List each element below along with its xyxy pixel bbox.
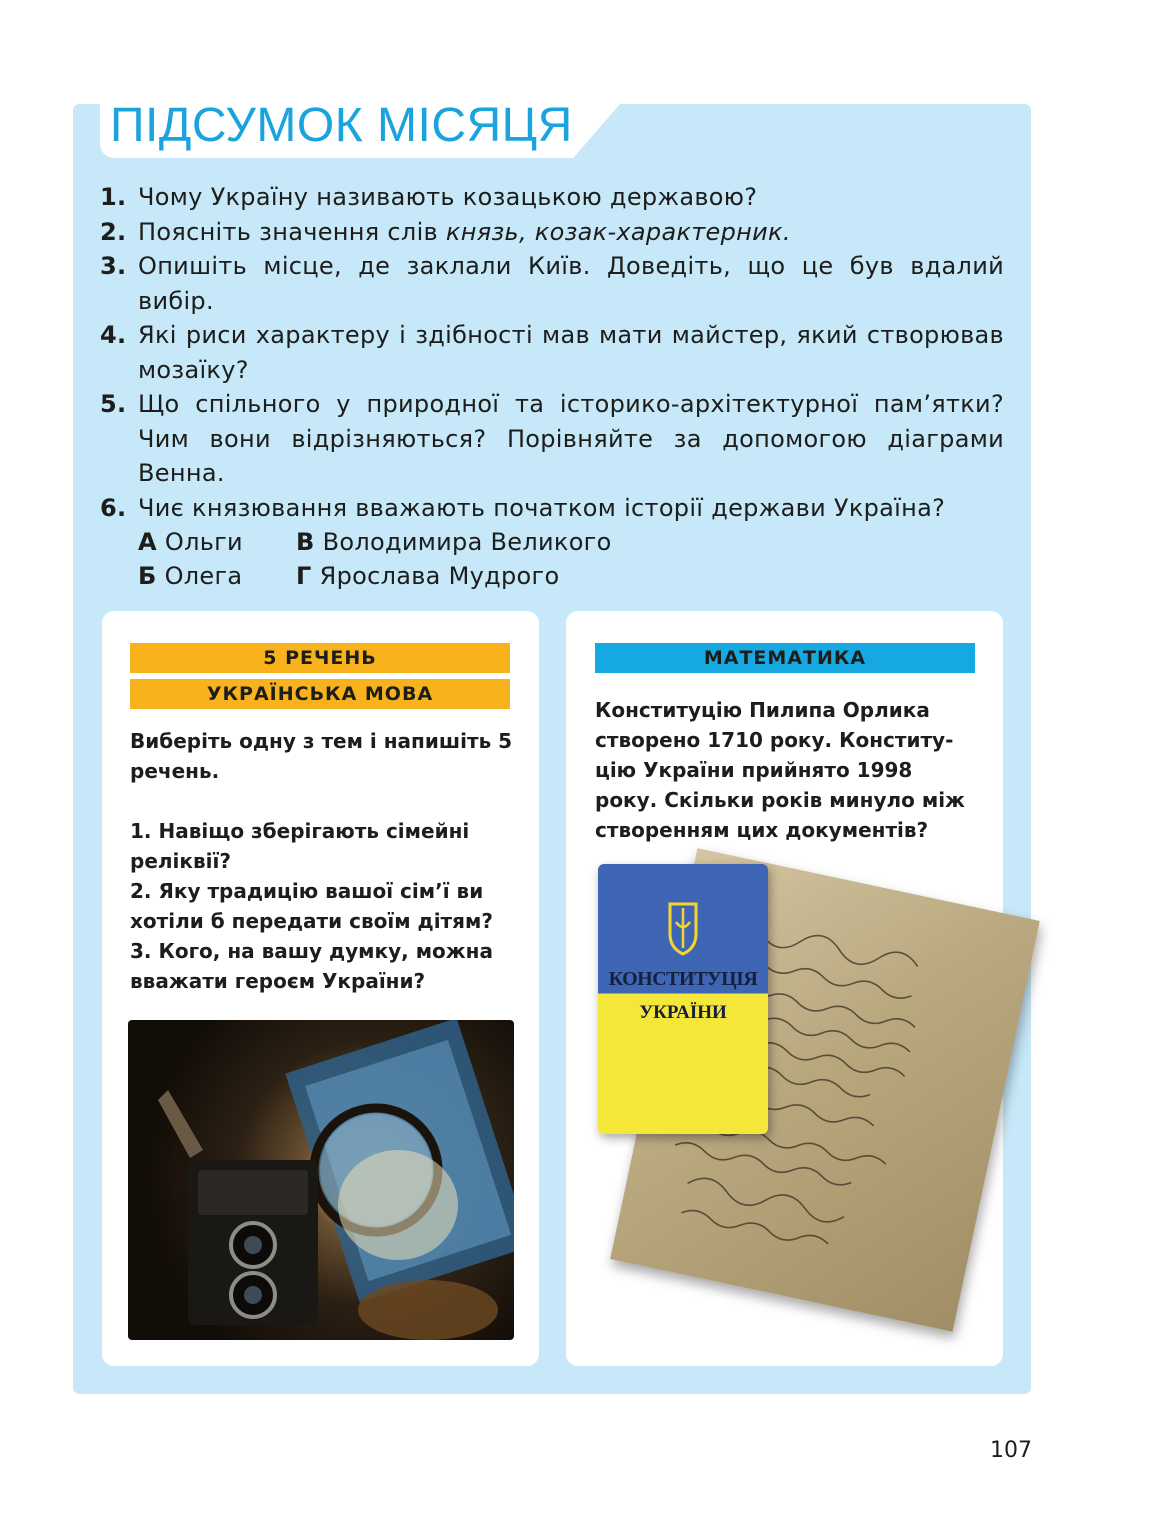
question-text: Що спільного у природної та історико-архітектурної пам’ятки? Чим вони відрізняються? Порівняйте за допомогою діаграми Венна. bbox=[138, 390, 1004, 487]
topic-number: 2. bbox=[130, 879, 152, 903]
page-number: 107 bbox=[990, 1438, 1032, 1463]
questions-list bbox=[100, 180, 1004, 594]
question-6 bbox=[100, 491, 1004, 526]
trident-icon bbox=[598, 864, 768, 1134]
option-text: Ольги bbox=[164, 528, 243, 556]
option-letter: Г bbox=[296, 562, 312, 590]
topic-item bbox=[130, 816, 520, 876]
question-italic-terms: князь, козак-характерник. bbox=[445, 217, 791, 246]
option-text: Ярослава Мудрого bbox=[319, 562, 560, 590]
left-card-intro: Виберіть одну з тем і напишіть 5 речень. bbox=[130, 729, 513, 783]
question-text: Чиє князювання вважають початком історії держави Україна? bbox=[138, 493, 946, 522]
math-problem-text: Конституцію Пилипа Орлика створено 1710 року. Конститу- цію України прийнято 1998 року. Скільки років минуло між створенням цих документів? bbox=[595, 698, 965, 842]
option-text: Володимира Великого bbox=[322, 528, 612, 556]
topic-text: Кого, на вашу думку, можна вважати героєм України? bbox=[130, 939, 493, 993]
relics-illustration bbox=[128, 1020, 514, 1340]
topic-number: 1. bbox=[130, 819, 152, 843]
family-relics-photo bbox=[128, 1020, 514, 1340]
option-letter: Б bbox=[138, 562, 157, 590]
question-text: Опишіть місце, де заклали Київ. Доведіть, що це був вдалий вибір. bbox=[138, 252, 1004, 315]
page-title: ПІДСУМОК МІСЯЦЯ bbox=[110, 99, 573, 152]
question-3 bbox=[100, 249, 1004, 318]
constitution-of-ukraine-book bbox=[598, 864, 768, 1134]
question-text: Які риси характеру і здібності мав мати майстер, який створював мозаїку? bbox=[138, 321, 1004, 384]
option-a bbox=[138, 525, 243, 560]
question-text: Чому Україну називають козацькою державою? bbox=[138, 183, 758, 211]
question-number: 2. bbox=[100, 217, 127, 246]
question-text: Поясніть значення слів bbox=[138, 217, 446, 246]
topic-item bbox=[130, 936, 520, 996]
left-card-body bbox=[130, 726, 520, 996]
topic-text: Яку традицію вашої сім’ї ви хотіли б передати своїм дітям? bbox=[130, 879, 493, 933]
option-g bbox=[296, 559, 559, 594]
question-number: 1. bbox=[100, 183, 127, 211]
question-2 bbox=[100, 215, 1004, 250]
question-1 bbox=[100, 180, 1004, 215]
option-v bbox=[296, 525, 612, 560]
question-number: 3. bbox=[100, 252, 127, 280]
question-5 bbox=[100, 387, 1004, 491]
book-title-line2: УКРАЇНИ bbox=[639, 1002, 727, 1023]
topic-text: Навіщо зберігають сімейні реліквії? bbox=[130, 819, 470, 873]
option-letter: В bbox=[296, 528, 315, 556]
topic-item bbox=[130, 876, 520, 936]
five-sentences-label: 5 РЕЧЕНЬ bbox=[130, 643, 510, 673]
question-number: 6. bbox=[100, 493, 127, 522]
option-text: Олега bbox=[164, 562, 243, 590]
option-b bbox=[138, 559, 242, 594]
ukrainian-language-label: УКРАЇНСЬКА МОВА bbox=[130, 679, 510, 709]
topic-number: 3. bbox=[130, 939, 152, 963]
question-number: 5. bbox=[100, 390, 127, 418]
option-letter: А bbox=[138, 528, 157, 556]
book-title-line1: КОНСТИТУЦІЯ bbox=[608, 968, 758, 990]
question-4 bbox=[100, 318, 1004, 387]
answer-options bbox=[100, 525, 1004, 594]
question-number: 4. bbox=[100, 321, 127, 349]
math-label: МАТЕМАТИКА bbox=[595, 643, 975, 673]
